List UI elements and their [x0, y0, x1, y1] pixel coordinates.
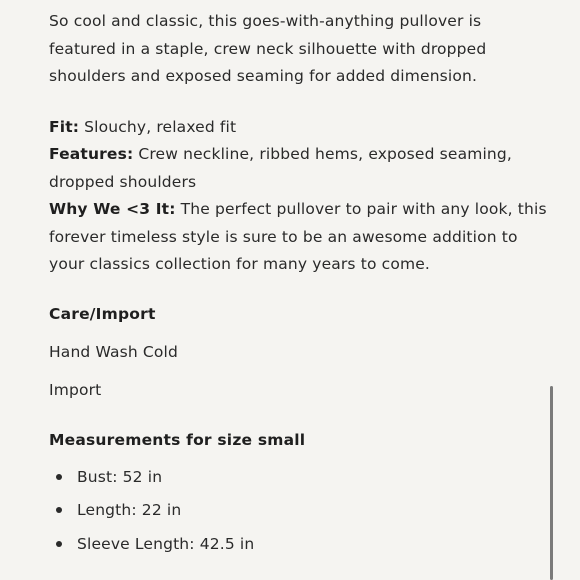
list-item	[49, 500, 549, 520]
measurements-heading: Measurements for size small	[49, 430, 306, 449]
measurement-length: Length: 22 in	[77, 501, 182, 519]
fit-label: Fit:	[49, 117, 80, 136]
bullet-icon	[56, 541, 62, 547]
care-import-heading: Care/Import	[49, 304, 156, 323]
measurement-sleeve-length: Sleeve Length: 42.5 in	[77, 534, 255, 553]
product-description-panel	[49, 8, 549, 567]
care-wash-instructions: Hand Wash Cold	[49, 342, 178, 361]
scrollbar-thumb[interactable]	[550, 386, 553, 580]
product-details	[49, 114, 549, 279]
why-we-love-it-label: Why We <3 It:	[49, 200, 176, 218]
features-value: Crew neckline, ribbed hems, exposed seaming,	[133, 145, 512, 163]
fit-row	[49, 114, 549, 142]
measurement-bust: Bust: 52 in	[77, 467, 163, 486]
fit-value: Slouchy, relaxed fit	[79, 117, 237, 136]
list-item	[49, 534, 549, 554]
description-line-2: featured in a staple, crew neck silhouette with dropped	[49, 39, 487, 58]
bullet-icon	[56, 474, 62, 480]
features-row	[49, 141, 549, 196]
bullet-icon	[56, 507, 62, 513]
description-line-3: shoulders and exposed seaming for added dimension.	[49, 67, 478, 85]
measurements-list	[49, 467, 549, 554]
features-label: Features:	[49, 145, 134, 163]
why-we-love-it-value: The perfect pullover to pair with any look, this	[175, 200, 547, 218]
list-item	[49, 467, 549, 487]
why-we-love-it-value-continued-1: forever timeless style is sure to be an awesome addition to	[49, 227, 518, 246]
features-value-continued: dropped shoulders	[49, 172, 197, 191]
description-line-1: So cool and classic, this goes-with-anything pullover is	[49, 12, 482, 30]
why-we-love-it-row	[49, 196, 549, 279]
product-description	[49, 8, 549, 91]
why-we-love-it-value-continued-2: your classics collection for many years to come.	[49, 255, 430, 273]
care-origin: Import	[49, 380, 102, 399]
